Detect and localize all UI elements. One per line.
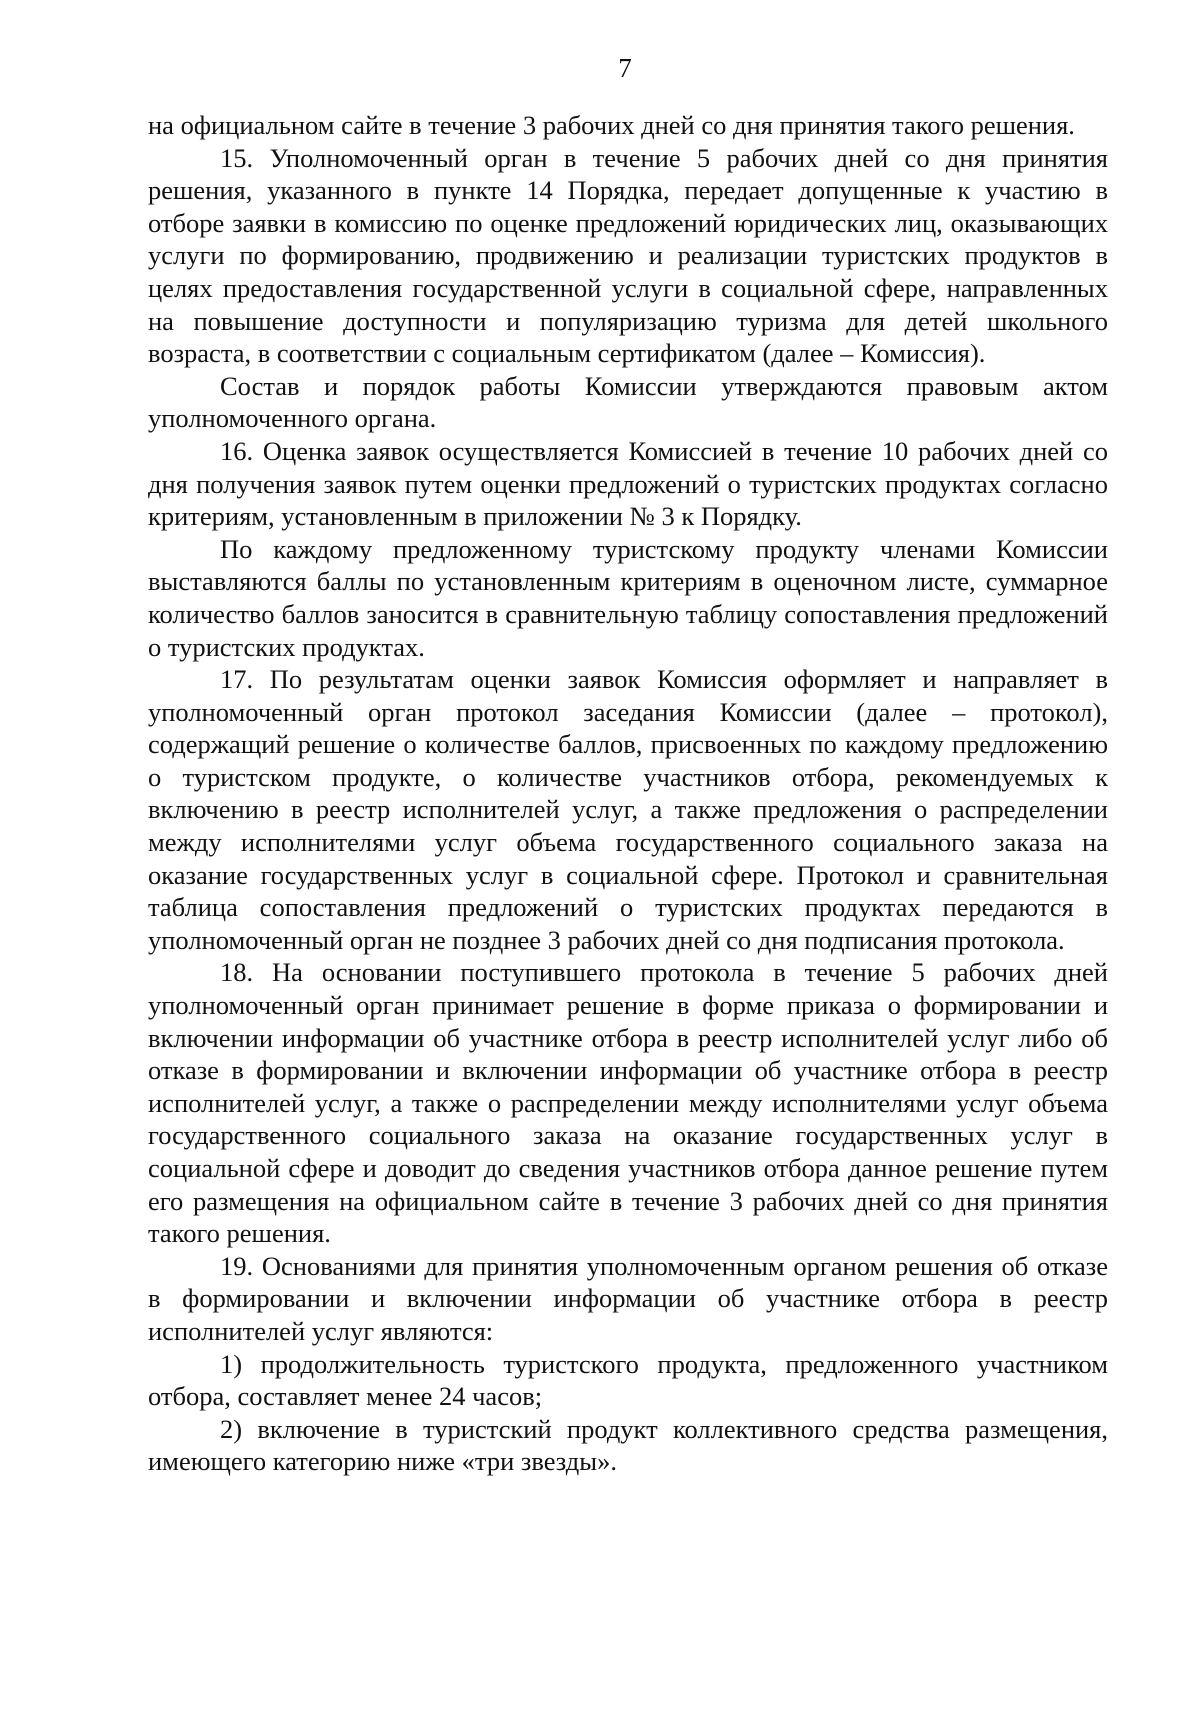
paragraph-item-16-scoring: По каждому предложенному туристскому продукту членами Комиссии выставляются баллы по установленным критериям в оценочном листе, суммарное количество баллов заносится в сравнительную таблицу сопоставления предложений о туристских продуктах.	[148, 533, 1108, 662]
paragraph-item-15: 15. Уполномоченный орган в течение 5 рабочих дней со дня принятия решения, указанного в пункте 14 Порядка, передает допущенные к участию в отборе заявки в комиссию по оценке предложений юридических лиц, оказывающих услуги по формированию, продвижению и реализации туристских продуктов в целях предоставления государственной услуги в социальной сфере, направленных на повышение доступности и популяризацию туризма для детей школьного возраста, в соответствии с социальным сертификатом (далее – Комиссия).	[148, 142, 1108, 369]
paragraph-item-16: 16. Оценка заявок осуществляется Комиссией в течение 10 рабочих дней со дня получения заявок путем оценки предложений о туристских продуктах согласно критериям, установленным в приложении № 3 к Порядку.	[148, 435, 1108, 532]
paragraph-item-19-2: 2) включение в туристский продукт коллективного средства размещения, имеющего категорию ниже «три звезды».	[148, 1413, 1108, 1477]
document-body	[148, 109, 1108, 1478]
page-number: 7	[618, 53, 632, 83]
paragraph-item-18: 18. На основании поступившего протокола в течение 5 рабочих дней уполномоченный орган принимает решение в форме приказа о формировании и включении информации об участнике отбора в реестр исполнителей услуг либо об отказе в формировании и включении информации об участнике отбора в реестр исполнителей услуг, а также о распределении между исполнителями услуг объема государственного социального заказа на оказание государственных услуг в социальной сфере и доводит до сведения участников отбора данное решение путем его размещения на официальном сайте в течение 3 рабочих дней со дня принятия такого решения.	[148, 957, 1108, 1249]
paragraph-continuation: на официальном сайте в течение 3 рабочих дней со дня принятия такого решения.	[148, 110, 1075, 140]
paragraph-commission-composition: Состав и порядок работы Комиссии утверждаются правовым актом уполномоченного органа.	[148, 370, 1108, 434]
paragraph-item-19: 19. Основаниями для принятия уполномоченным органом решения об отказе в формировании и включении информации об участнике отбора в реестр исполнителей услуг являются:	[148, 1250, 1108, 1346]
paragraph-item-19-1: 1) продолжительность туристского продукта, предложенного участником отбора, составляет менее 24 часов;	[148, 1348, 1108, 1412]
paragraph-item-17: 17. По результатам оценки заявок Комиссия оформляет и направляет в уполномоченный орган протокол заседания Комиссии (далее – протокол), содержащий решение о количестве баллов, присвоенных по каждому предложению о туристском продукте, о количестве участников отбора, рекомендуемых к включению в реестр исполнителей услуг, а также предложения о распределении между исполнителями услуг объема государственного социального заказа на оказание государственных услуг в социальной сфере. Протокол и сравнительная таблица сопоставления предложений о туристских продуктах передаются в уполномоченный орган не позднее 3 рабочих дней со дня подписания протокола.	[148, 664, 1108, 955]
